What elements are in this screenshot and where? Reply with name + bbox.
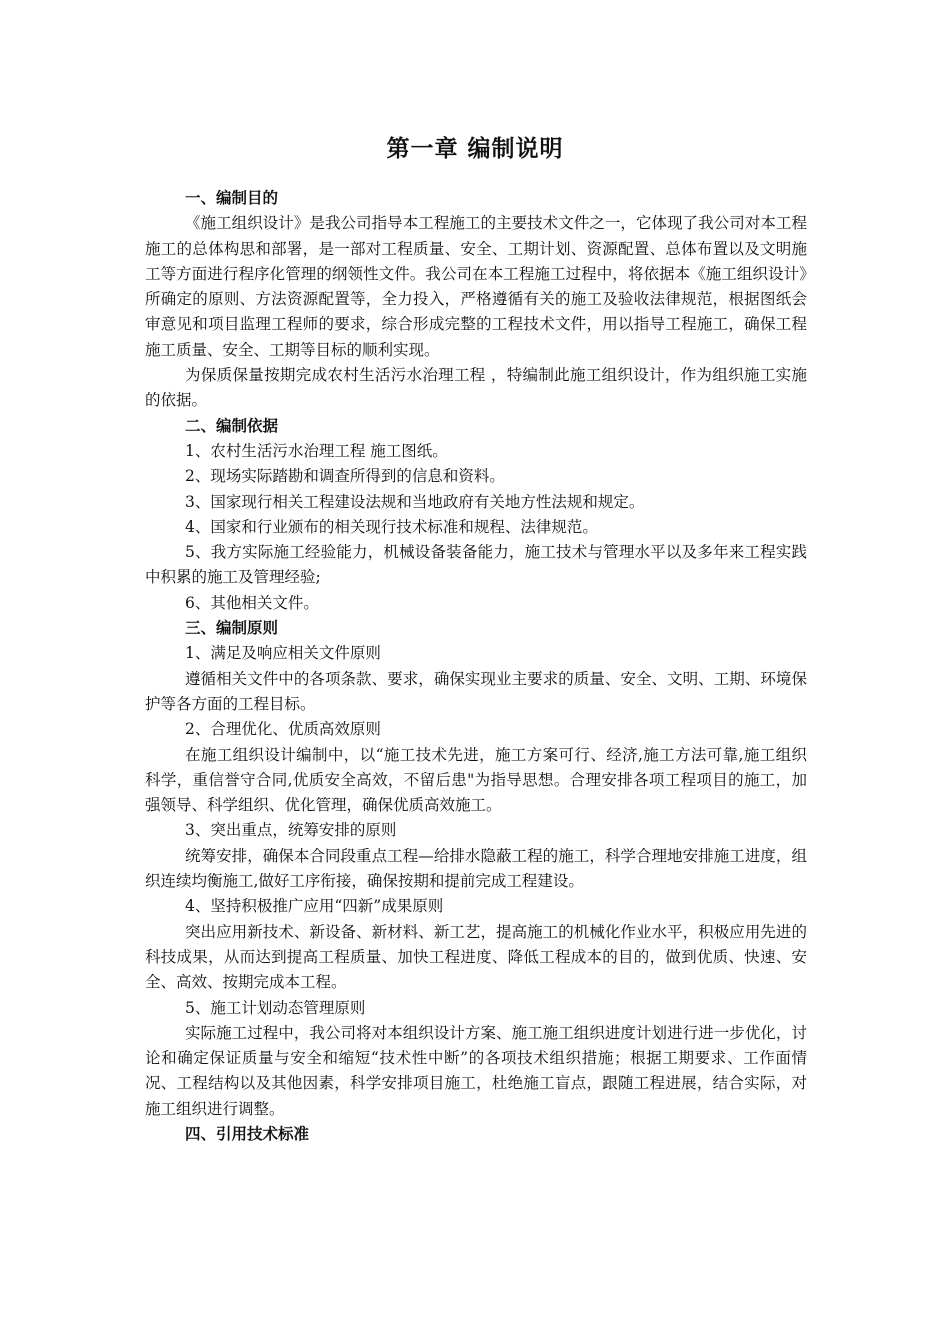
list-item: 5、我方实际施工经验能力，机械设备装备能力，施工技术与管理水平以及多年来工程实践中积累的施工及管理经验; (145, 543, 807, 587)
principle-label: 1、满足及响应相关文件原则 (185, 644, 381, 663)
principle-label: 4、坚持积极推广应用“四新”成果原则 (185, 897, 444, 916)
list-item: 1、农村生活污水治理工程 施工图纸。 (185, 441, 448, 460)
principle-label: 5、施工计划动态管理原则 (185, 998, 366, 1017)
section-heading-principles: 三、编制原则 (185, 619, 279, 638)
principle-text: 突出应用新技术、新设备、新材料、新工艺，提高施工的机械化作业水平，积极应用先进的科技成果，从而达到提高工程质量、加快工程进度、降低工程成本的目的，做到优质、快速、安全、高效、按期完成本工程。 (145, 922, 807, 992)
principle-text: 在施工组织设计编制中，以“施工技术先进，施工方案可行、经济,施工方法可靠,施工组织科学，重信誉守合同,优质安全高效，不留后患"为指导思想。合理安排各项工程项目的施工，加强领导、科学组织、优化管理，确保优质高效施工。 (145, 745, 807, 815)
section-heading-standards: 四、引用技术标准 (185, 1124, 310, 1143)
list-item: 6、其他相关文件。 (185, 593, 319, 612)
paragraph: 《施工组织设计》是我公司指导本工程施工的主要技术文件之一，它体现了我公司对本工程施工的总体构思和部署，是一部对工程质量、安全、工期计划、资源配置、总体布置以及文明施工等方面进行程序化管理的纲领性文件。我公司在本工程施工过程中，将依据本《施工组织设计》所确定的原则、方法资源配置等，全力投入，严格遵循有关的施工及验收法律规范，根据图纸会审意见和项目监理工程师的要求，综合形成完整的工程技术文件，用以指导工程施工，确保工程施工质量、安全、工期等目标的顺利实现。 (145, 214, 807, 359)
principle-text: 遵循相关文件中的各项条款、要求，确保实现业主要求的质量、安全、文明、工期、环境保护等各方面的工程目标。 (145, 669, 807, 713)
section-heading-purpose: 一、编制目的 (185, 189, 279, 207)
section-heading-basis: 二、编制依据 (185, 416, 279, 435)
principle-text: 统筹安排，确保本合同段重点工程—给排水隐蔽工程的施工，科学合理地安排施工进度，组织连续均衡施工,做好工序衔接，确保按期和提前完成工程建设。 (145, 846, 807, 891)
document-body (145, 186, 807, 1147)
principle-text: 实际施工过程中，我公司将对本组织设计方案、施工施工组织进度计划进行进一步优化，讨论和确定保证质量与安全和缩短“技术性中断”的各项技术组织措施；根据工期要求、工作面情况、工程结构以及其他因素，科学安排项目施工，杜绝施工盲点，跟随工程进展，结合实际，对施工组织进行调整。 (145, 1023, 807, 1118)
list-item: 2、现场实际踏勘和调查所得到的信息和资料。 (185, 467, 505, 486)
list-item: 3、国家现行相关工程建设法规和当地政府有关地方性法规和规定。 (185, 492, 645, 511)
list-item: 4、国家和行业颁布的相关现行技术标准和规程、法律规范。 (185, 517, 598, 536)
principle-label: 3、突出重点，统筹安排的原则 (185, 821, 397, 840)
paragraph: 为保质保量按期完成农村生活污水治理工程 ，特编制此施工组织设计，作为组织施工实施的依据。 (145, 366, 807, 410)
principle-label: 2、合理优化、优质高效原则 (185, 720, 381, 739)
chapter-title: 第一章 编制说明 (386, 136, 564, 162)
